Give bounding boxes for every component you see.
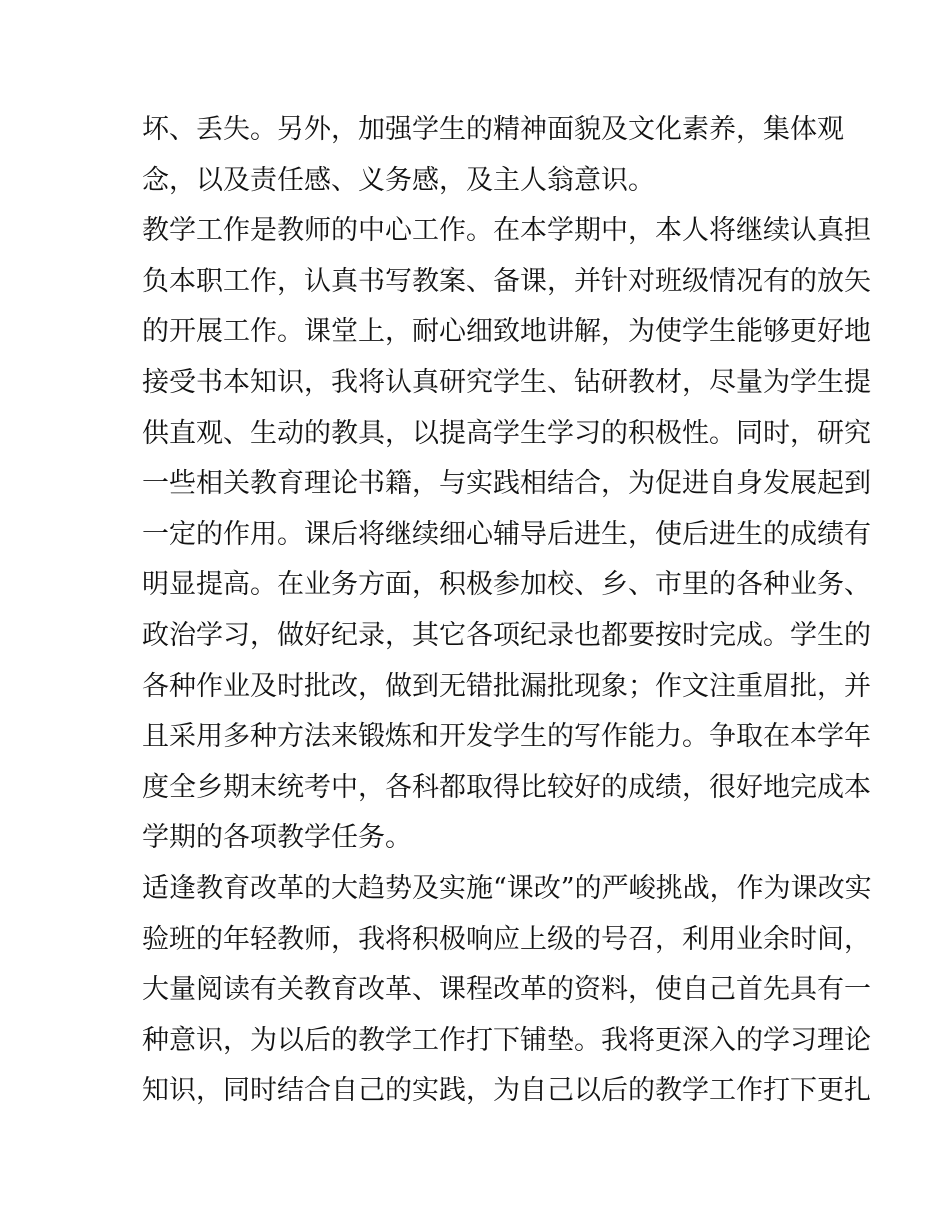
body-text — [142, 105, 872, 1117]
text-line: 验班的年轻教师，我将积极响应上级的号召，利用业余时间， — [142, 923, 871, 955]
text-line: 知识，同时结合自己的实践，为自己以后的教学工作打下更扎 — [142, 1075, 871, 1107]
text-line: 适逢教育改革的大趋势及实施“课改”的严峻挑战，作为课改实 — [142, 872, 872, 904]
text-line: 负本职工作，认真书写教案、备课，并针对班级情况有的放矢 — [142, 265, 871, 297]
text-line: 接受书本知识，我将认真研究学生、钻研教材，尽量为学生提 — [142, 366, 871, 398]
text-line: 供直观、生动的教具，以提高学生学习的积极性。同时，研究 — [142, 417, 871, 449]
text-line: 教学工作是教师的中心工作。在本学期中，本人将继续认真担 — [142, 215, 871, 247]
text-line: 且采用多种方法来锻炼和开发学生的写作能力。争取在本学年 — [142, 721, 871, 753]
text-line: 度全乡期末统考中，各科都取得比较好的成绩，很好地完成本 — [142, 771, 871, 803]
text-line: 大量阅读有关教育改革、课程改革的资料，使自己首先具有一 — [142, 974, 871, 1006]
text-line: 的开展工作。课堂上，耐心细致地讲解，为使学生能够更好地 — [142, 316, 871, 348]
text-line: 念，以及责任感、义务感，及主人翁意识。 — [142, 164, 655, 196]
text-line: 种意识，为以后的教学工作打下铺垫。我将更深入的学习理论 — [142, 1024, 871, 1056]
text-line: 明显提高。在业务方面，积极参加校、乡、市里的各种业务、 — [142, 569, 871, 601]
text-line: 政治学习，做好纪录，其它各项纪录也都要按时完成。学生的 — [142, 619, 871, 651]
text-line: 坏、丢失。另外，加强学生的精神面貌及文化素养，集体观 — [142, 114, 844, 145]
text-line: 一些相关教育理论书籍，与实践相结合，为促进自身发展起到 — [142, 468, 871, 500]
text-line: 一定的作用。课后将继续细心辅导后进生，使后进生的成绩有 — [142, 518, 871, 550]
text-line: 学期的各项教学任务。 — [142, 822, 412, 854]
text-line: 各种作业及时批改，做到无错批漏批现象；作文注重眉批，并 — [142, 670, 871, 702]
